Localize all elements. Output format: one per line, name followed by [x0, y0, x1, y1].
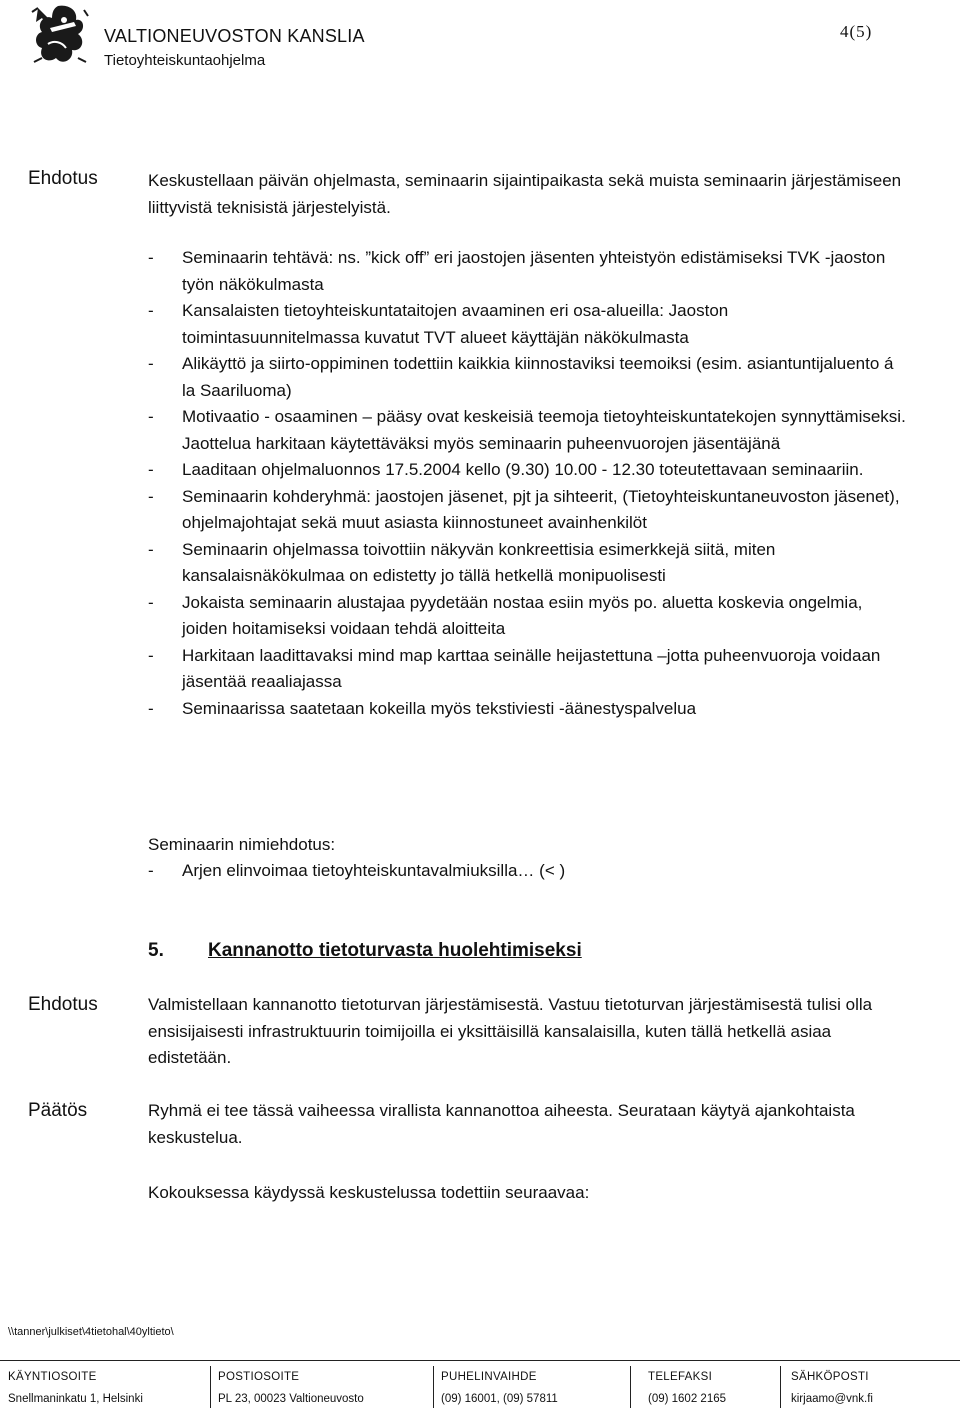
- list-item: - Seminaarin ohjelmassa toivottiin näkyvän konkreettisia esimerkkejä siitä, miten kansalaisnäkökulmaa on edistetty jo tällä hetkellä monipuolisesti: [148, 537, 908, 590]
- list-item: - Motivaatio - osaaminen – pääsy ovat keskeisiä teemoja tietoyhteiskuntatekojen synnyttämiseksi. Jaottelua harkitaan käytettäväksi myös seminaarin puheenvuorojen jäsentäjänä: [148, 404, 908, 457]
- list-item: - Seminaarin kohderyhmä: jaostojen jäsenet, pjt ja sihteerit, (Tietoyhteiskuntaneuvoston jäsenet), ohjelmajohtajat sekä muut asiasta kiinnostuneet avainhenkilöt: [148, 484, 908, 537]
- name-proposal-list: [148, 858, 908, 885]
- list-item: - Laaditaan ohjelmaluonnos 17.5.2004 kello (9.30) 10.00 - 12.30 toteutettavaan seminaariin.: [148, 457, 908, 484]
- list-item: - Kansalaisten tietoyhteiskuntataitojen avaaminen eri osa-alueilla: Jaoston toimintasuunnitelmassa kuvatut TVT alueet käyttäjän näkökulmasta: [148, 298, 908, 351]
- footer-postal-address: [218, 1366, 364, 1410]
- footer-fax: [648, 1366, 726, 1410]
- footer-label: POSTIOSOITE: [218, 1371, 300, 1383]
- footer-label: PUHELINVAIHDE: [441, 1371, 537, 1383]
- footer-value[interactable]: kirjaamo@vnk.fi: [791, 1393, 873, 1405]
- proposal-label-2: Ehdotus: [28, 994, 98, 1015]
- proposal-text: Keskustellaan päivän ohjelmasta, seminaarin sijaintipaikasta sekä muista seminaarin järjestämiseen liittyvistä teknisistä järjestelyistä.: [148, 171, 902, 217]
- footer-divider: [0, 1360, 960, 1361]
- proposal-label: Ehdotus: [28, 168, 98, 189]
- list-item: - Seminaarin tehtävä: ns. ”kick off” eri jaostojen jäsenten yhteistyön edistämiseksi TVK -jaoston työn näkökulmasta: [148, 245, 908, 298]
- decision-text: Ryhmä ei tee tässä vaiheessa virallista kannanottoa aiheesta. Seurataan käytyä ajankohtaista keskustelua.: [148, 1101, 855, 1147]
- department-name: Tietoyhteiskuntaohjelma: [104, 52, 266, 69]
- footer-switchboard: [441, 1366, 558, 1410]
- organization-name: VALTIONEUVOSTON KANSLIA: [104, 26, 365, 46]
- footer-value: PL 23, 00023 Valtioneuvosto: [218, 1393, 364, 1405]
- section-heading: [148, 940, 582, 962]
- proposal-text-2: Valmistellaan kannanotto tietoturvan järjestämisestä. Vastuu tietoturvan järjestämisestä tulisi olla ensisijaisesti infrastruktuurin toimijoilla ei yksittäisillä kansalaisilla, kuten tällä hetkellä asiaa edistetään.: [148, 995, 873, 1067]
- footer-label: TELEFAKSI: [648, 1371, 713, 1383]
- section-title: Kannanotto tietoturvasta huolehtimiseksi: [208, 940, 582, 961]
- file-path: \\tanner\julkiset\4tietohal\40yltieto\: [8, 1326, 174, 1338]
- footer-value: (09) 16001, (09) 57811: [441, 1393, 558, 1405]
- footer-separator: [433, 1366, 434, 1408]
- discussion-list: [148, 245, 908, 722]
- footer-email: [791, 1366, 873, 1410]
- list-item: - Harkitaan laadittavaksi mind map karttaa seinälle heijastettuna –jotta puheenvuoroja voidaan jäsentää reaaliajassa: [148, 643, 908, 696]
- section-number: 5.: [148, 940, 164, 961]
- list-item: - Jokaista seminaarin alustajaa pyydetään nostaa esiin myös po. aluetta koskevia ongelmia, joiden hoitamiseksi voidaan tehdä aloitteita: [148, 590, 908, 643]
- footer-separator: [210, 1366, 211, 1408]
- footer-separator: [780, 1366, 781, 1408]
- decision-label: Päätös: [28, 1100, 88, 1121]
- name-proposal-label: Seminaarin nimiehdotus:: [148, 835, 336, 854]
- footer-label: SÄHKÖPOSTI: [791, 1371, 869, 1383]
- footer-value: (09) 1602 2165: [648, 1393, 727, 1405]
- lion-crest-icon: [28, 0, 92, 70]
- footer-visiting-address: [8, 1366, 143, 1410]
- list-item: - Alikäyttö ja siirto-oppiminen todettiin kaikkia kiinnostaviksi teemoiksi (esim. asiantuntijaluento á la Saariluoma): [148, 351, 908, 404]
- footer-separator: [630, 1366, 631, 1408]
- footer-value: Snellmaninkatu 1, Helsinki: [8, 1393, 143, 1405]
- closing-text: Kokouksessa käydyssä keskustelussa todettiin seuraavaa:: [148, 1183, 590, 1202]
- list-item: - Arjen elinvoimaa tietoyhteiskuntavalmiuksilla… (< ): [148, 858, 908, 885]
- page-number: 4(5): [840, 22, 873, 41]
- footer-label: KÄYNTIOSOITE: [8, 1371, 97, 1383]
- list-item: - Seminaarissa saatetaan kokeilla myös tekstiviesti -äänestyspalvelua: [148, 696, 908, 723]
